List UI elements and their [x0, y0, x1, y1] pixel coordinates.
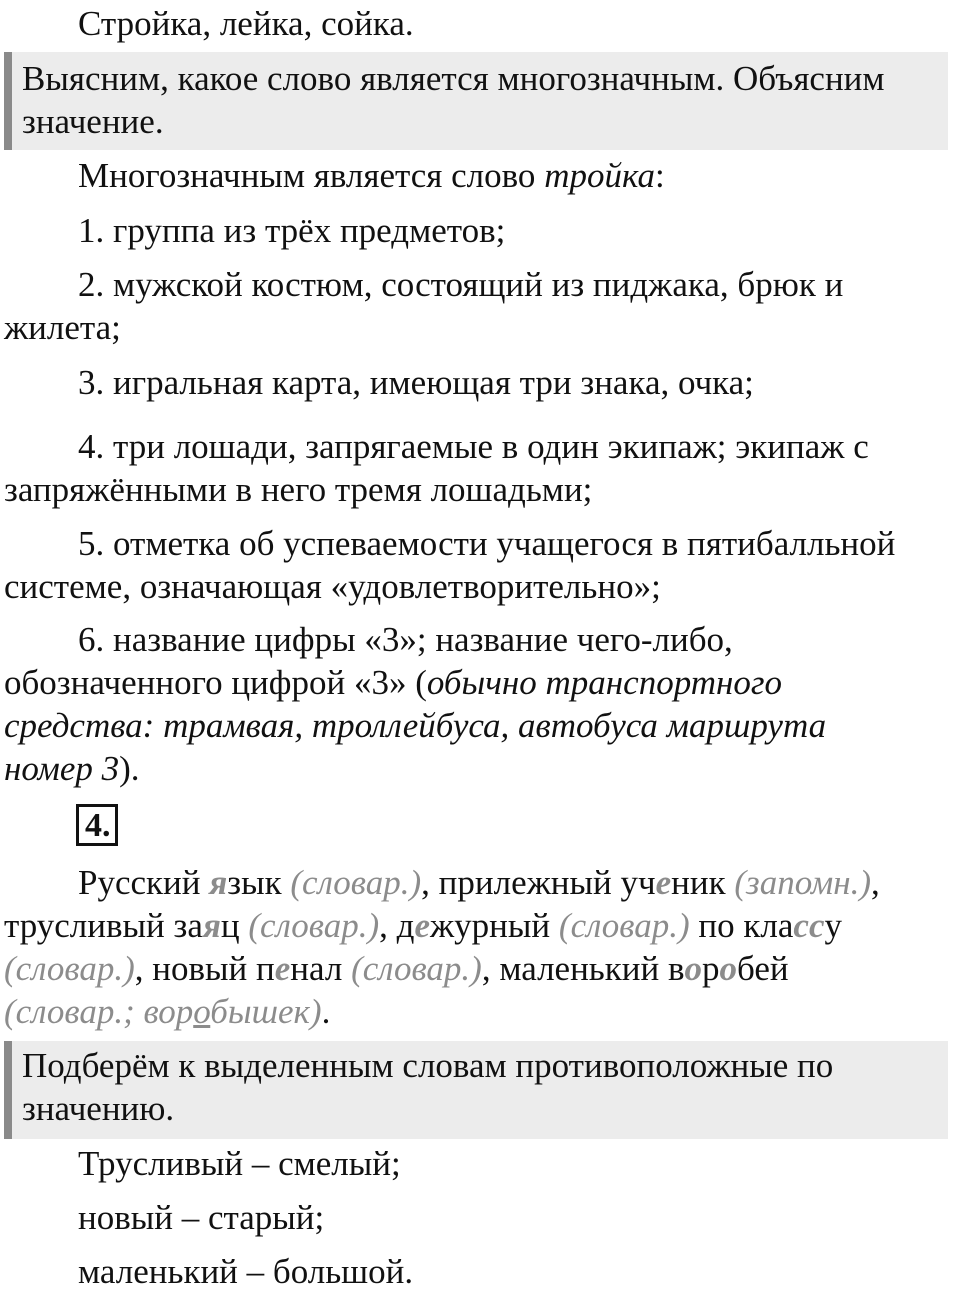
intro-line: [4, 2, 944, 45]
highlighted-letter: о: [684, 949, 703, 988]
callout-line: значение.: [22, 102, 164, 141]
word-part: , д: [379, 906, 415, 945]
meaning-text: 4. три лошади, запрягаемые в один экипаж; экипаж с: [78, 427, 869, 466]
meaning-italic: средства: трамвая, троллейбуса, автобуса маршрута: [4, 706, 827, 745]
task4-row: [4, 990, 944, 1033]
meaning-text: жилета;: [4, 308, 121, 347]
callout-instruction-2: [4, 1041, 948, 1139]
meaning-text: запряжёнными в него тремя лошадьми;: [4, 470, 593, 509]
task4-row: [4, 861, 944, 904]
task4-text: [4, 861, 944, 1033]
highlighted-letter: е: [274, 949, 291, 988]
word-part: , прилежный уч: [421, 863, 656, 902]
word-part: по кла: [689, 906, 794, 945]
meaning-text: 2. мужской костюм, состоящий из пиджака, брюк и: [78, 265, 844, 304]
dictionary-note: бышек): [210, 992, 322, 1031]
callout-line: Выясним, какое слово является многозначным. Объясним: [22, 59, 885, 98]
word-part: зык: [227, 863, 291, 902]
answer-colon: :: [654, 156, 665, 195]
word-part: Русский: [78, 863, 210, 902]
highlighted-letter: я: [202, 906, 221, 945]
answer-lead: Многозначным является слово: [78, 156, 545, 195]
meaning-text: 6. название цифры «3»; название чего-либо,: [78, 620, 733, 659]
word-part: у: [824, 906, 842, 945]
meaning-italic: обычно транспортного: [426, 663, 783, 702]
word-part: трусливый за: [4, 906, 203, 945]
meaning-item: [4, 425, 944, 511]
meaning-italic: номер 3: [4, 749, 120, 788]
meaning-text: системе, означающая «удовлетворительно»;: [4, 567, 661, 606]
dictionary-note: (словар.): [351, 949, 482, 988]
antonym-line: [4, 1250, 944, 1293]
dictionary-note: (словар.): [290, 863, 422, 902]
task4-row: [4, 904, 944, 947]
meaning-item: [4, 361, 944, 404]
dictionary-note: (словар.): [248, 906, 380, 945]
intro-text: Стройка, лейка, сойка.: [78, 4, 414, 43]
word-part: р: [702, 949, 720, 988]
callout-line: Подберём к выделенным словам противоположные по: [22, 1046, 834, 1085]
antonym-text: новый – старый;: [78, 1198, 325, 1237]
dictionary-note: (словар.): [4, 949, 135, 988]
antonym-line: [4, 1142, 944, 1185]
meaning-text: ).: [119, 749, 140, 788]
stressed-letter: о: [193, 992, 211, 1031]
word-part: бей: [737, 949, 789, 988]
word-part: ,: [870, 863, 880, 902]
callout-line: значению.: [22, 1089, 175, 1128]
word-part: ник: [671, 863, 735, 902]
meaning-line: [4, 747, 944, 790]
highlighted-letter: я: [209, 863, 228, 902]
meaning-text: 5. отметка об успеваемости учащегося в пятибалльной: [78, 524, 896, 563]
answer-line: [4, 154, 944, 197]
highlighted-letter: е: [414, 906, 430, 945]
dictionary-note: (запомн.): [734, 863, 871, 902]
dictionary-note: (словар.; вор: [4, 992, 194, 1031]
word-part: .: [321, 992, 331, 1031]
task-number-box: 4.: [76, 804, 118, 846]
antonym-text: маленький – большой.: [78, 1252, 414, 1291]
dictionary-note: (словар.): [558, 906, 690, 945]
antonym-text: Трусливый – смелый;: [78, 1144, 401, 1183]
highlighted-letter: о: [719, 949, 738, 988]
answer-word: тройка: [544, 156, 655, 195]
word-part: , новый п: [134, 949, 275, 988]
meaning-text: обозначенного цифрой «3» (: [4, 663, 427, 702]
meaning-line: [4, 661, 944, 704]
word-part: , маленький в: [481, 949, 685, 988]
meaning-item: [4, 522, 944, 608]
highlighted-letter: сс: [793, 906, 825, 945]
task4-row: [4, 947, 944, 990]
word-part: журный: [430, 906, 559, 945]
word-part: ц: [220, 906, 249, 945]
meaning-text: 3. игральная карта, имеющая три знака, очка;: [78, 363, 754, 402]
meaning-item: [4, 263, 944, 349]
callout-instruction-1: [4, 52, 948, 150]
meaning-item: [4, 209, 944, 252]
antonym-line: [4, 1196, 944, 1239]
highlighted-letter: е: [655, 863, 672, 902]
meaning-text: 1. группа из трёх предметов;: [78, 211, 506, 250]
word-part: нал: [290, 949, 352, 988]
meaning-item: [4, 618, 944, 790]
